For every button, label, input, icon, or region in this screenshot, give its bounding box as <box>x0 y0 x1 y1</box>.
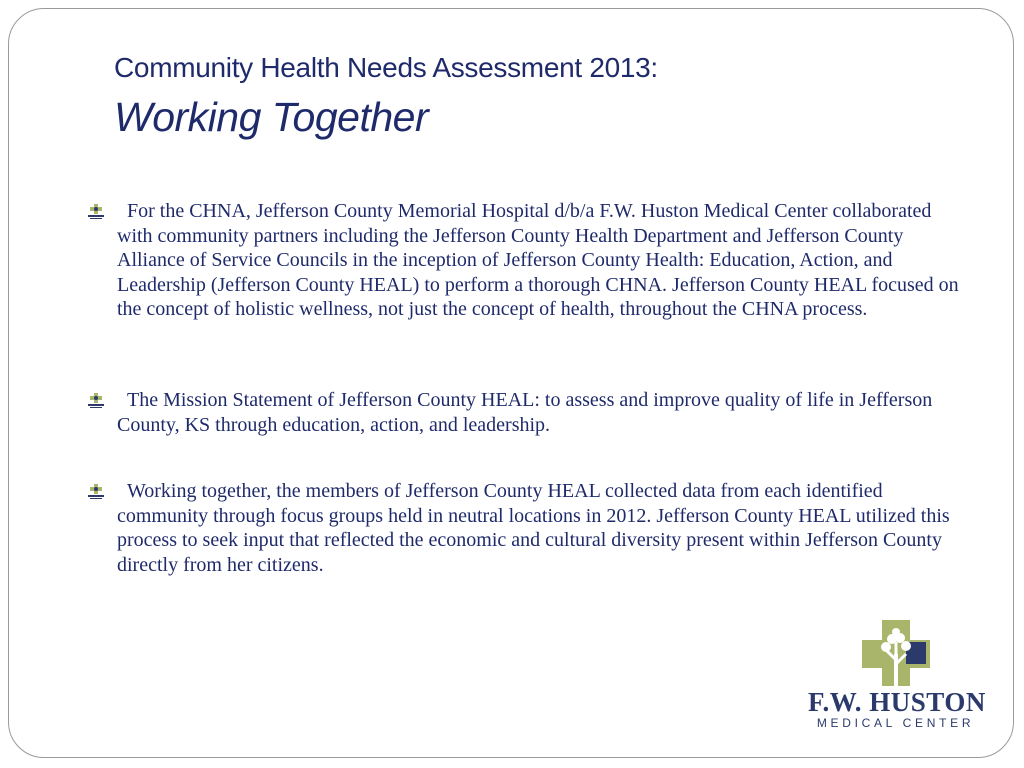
bullet-item <box>117 388 962 437</box>
bullet-text: Working together, the members of Jefferson County HEAL collected data from each identified community through focus groups held in neutral locations in 2012. Jefferson County HEAL utilized this process to seek input that reflected the economic and cultural diversity present within Jefferson County directly from her citizens. <box>117 480 950 576</box>
logo-subtitle: MEDICAL CENTER <box>816 716 975 730</box>
hospital-logo-bullet-icon <box>87 484 105 500</box>
hospital-logo-bullet-icon <box>87 393 105 409</box>
fw-huston-logo <box>808 620 986 732</box>
bullet-text: For the CHNA, Jefferson County Memorial Hospital d/b/a F.W. Huston Medical Center collaborated with community partners including the Jefferson County Health Department and Jefferson County Alliance of Service Councils in the inception of Jefferson County Health: Education, Action, and Leadership (Jefferson County HEAL) to perform a thorough CHNA. Jefferson County HEAL focused on the concept of holistic wellness, not just the concept of health, throughout the CHNA process. <box>117 200 959 321</box>
cross-tree-icon <box>862 620 930 686</box>
slide-title: Community Health Needs Assessment 2013: <box>114 52 658 83</box>
bullet-item <box>117 199 962 322</box>
slide-subtitle: Working Together <box>114 94 429 140</box>
logo-name: F.W. HUSTON <box>808 687 986 717</box>
bullet-text: The Mission Statement of Jefferson County HEAL: to assess and improve quality of life in Jefferson County, KS through education, action, and leadership. <box>117 389 933 436</box>
bullet-item <box>117 479 962 577</box>
hospital-logo-bullet-icon <box>87 204 105 220</box>
